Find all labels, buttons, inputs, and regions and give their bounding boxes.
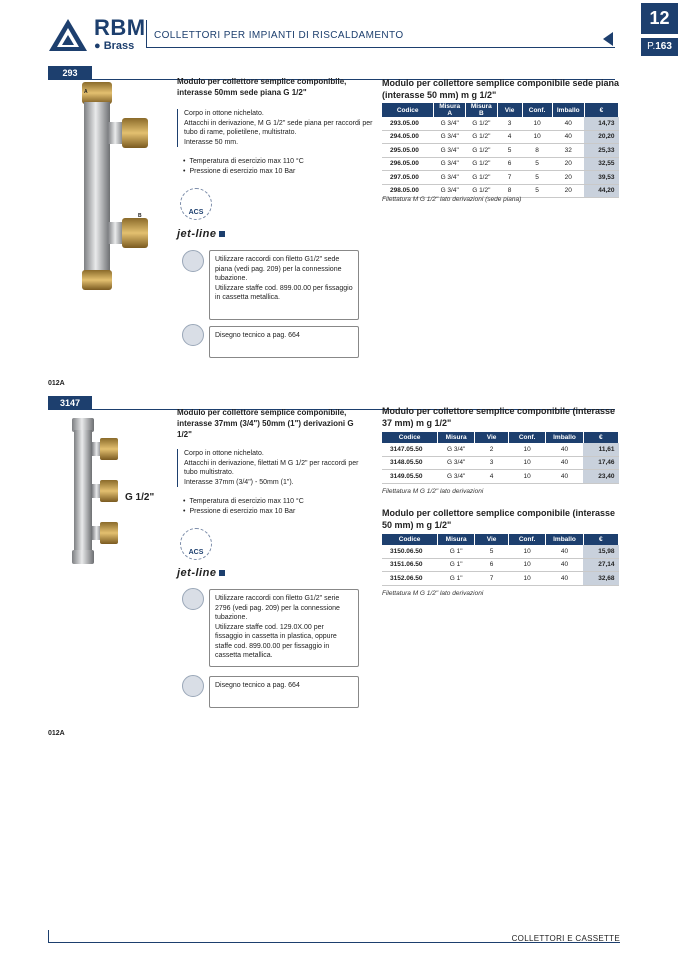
col-conf: Conf.	[522, 103, 552, 117]
table-note: Filettatura M G 1/2" lato derivazioni (sede piana)	[382, 196, 522, 203]
info-tube-icon	[182, 588, 204, 610]
col-conf: Conf.	[509, 432, 546, 443]
section-code: 012A	[48, 730, 65, 737]
col-price: €	[583, 432, 618, 443]
page-title: COLLETTORI PER IMPIANTI DI RISCALDAMENTO	[154, 30, 404, 41]
jetline-logo: jet-line	[177, 228, 225, 240]
usage-note: Utilizzare raccordi con filetto G1/2" sede piana (vedi pag. 209) per la connessione tubazione. Utilizzare staffe cod. 899.00.00 per fissaggio in cassetta metallica.	[209, 250, 359, 320]
col-misura-a: Misura A	[434, 103, 466, 117]
footer-section-title: COLLETTORI E CASSETTE	[511, 934, 620, 943]
price-table-293	[382, 103, 619, 198]
price-table-3150	[382, 534, 619, 586]
product-image-3147	[66, 416, 126, 566]
col-conf: Conf.	[509, 534, 546, 545]
col-price: €	[583, 534, 618, 545]
col-misura-b: Misura B	[466, 103, 498, 117]
col-imballo: Imballo	[546, 534, 583, 545]
table-row: 295.05.00 G 3/4" G 1/2" 5 8 32 25,33	[382, 144, 619, 158]
acs-certification-icon: ACS	[180, 528, 212, 560]
table-row: 298.05.00 G 3/4" G 1/2" 8 5 20 44,20	[382, 184, 619, 198]
table-row: 3152.06.50 G 1" 7 10 40 32,68	[382, 572, 619, 586]
back-arrow-icon[interactable]	[603, 32, 613, 46]
col-codice: Codice	[382, 432, 438, 443]
table-title: Modulo per collettore semplice componibile (interasse 50 mm) m g 1/2"	[382, 508, 616, 530]
jetline-logo: jet-line	[177, 567, 225, 579]
drawing-note: Disegno tecnico a pag. 664	[209, 326, 359, 358]
col-imballo: Imballo	[546, 432, 583, 443]
table-row: 293.05.00 G 3/4" G 1/2" 3 10 40 14,73	[382, 117, 619, 130]
rbm-logo-icon	[48, 18, 88, 52]
technical-drawing-icon	[182, 675, 204, 697]
col-misura: Misura	[438, 432, 475, 443]
drawing-note: Disegno tecnico a pag. 664	[209, 676, 359, 708]
table-row: 3149.05.50 G 3/4" 4 10 40 23,40	[382, 470, 619, 484]
table-row: 3148.05.50 G 3/4" 3 10 40 17,46	[382, 456, 619, 470]
table-row: 297.05.00 G 3/4" G 1/2" 7 5 20 39,53	[382, 171, 619, 185]
table-row: 3147.05.50 G 3/4" 2 10 40 11,61	[382, 443, 619, 456]
table-row: 3150.06.50 G 1" 5 10 40 15,98	[382, 545, 619, 558]
table-title: Modulo per collettore semplice componibile sede piana (interasse 50 mm) m g 1/2"	[382, 78, 620, 100]
image-label-g12: G 1/2"	[125, 492, 155, 503]
section-tag-293: 293	[48, 66, 92, 80]
technical-drawing-icon	[182, 324, 204, 346]
info-tube-icon	[182, 250, 204, 272]
table-note: Filettatura M G 1/2" lato derivazioni	[382, 488, 484, 495]
section-code: 012A	[48, 380, 65, 387]
chapter-number: 12	[641, 3, 678, 34]
sub-brand: ● Brass	[94, 40, 135, 52]
product-description: Corpo in ottone nichelato. Attacchi in derivazione, M G 1/2" sede piana per raccordi per tubo di rame, polietilene, multistrato. Interasse 50 mm.	[177, 109, 374, 147]
col-price: €	[584, 103, 618, 117]
col-codice: Codice	[382, 534, 438, 545]
table-row: 294.05.00 G 3/4" G 1/2" 4 10 40 20,20	[382, 130, 619, 144]
image-label-a: A	[84, 89, 88, 95]
image-label-b: B	[138, 213, 142, 219]
product-specs: • Temperatura di esercizio max 110 °C • Pressione di esercizio max 10 Bar	[183, 157, 373, 176]
usage-note: Utilizzare raccordi con filetto G1/2" serie 2796 (vedi pag. 209) per la connessione tubazione. Utilizzare staffe cod. 129.0X.00 per fissaggio in cassetta in plastica, oppure staffe cod. 899.00.00 per fissaggio in cassetta metallica.	[209, 589, 359, 667]
product-description: Corpo in ottone nichelato. Attacchi in derivazione, filettati M G 1/2" per raccordi per tubo multistrato. Interasse 37mm (3/4") - 50mm (1").	[177, 449, 374, 487]
product-title: Modulo per collettore semplice componibile, interasse 50mm sede piana G 1/2"	[177, 77, 347, 97]
price-table-3147	[382, 432, 619, 484]
col-vie: Vie	[497, 103, 522, 117]
col-misura: Misura	[438, 534, 475, 545]
brand-name: RBM	[94, 15, 146, 40]
table-row: 3151.06.50 G 1" 6 10 40 27,14	[382, 558, 619, 572]
col-imballo: Imballo	[552, 103, 584, 117]
table-note: Filettatura M G 1/2" lato derivazioni	[382, 590, 484, 597]
header-divider	[146, 20, 147, 48]
table-title: Modulo per collettore semplice componibile (interasse 37 mm) m g 1/2"	[382, 406, 616, 428]
col-vie: Vie	[475, 432, 509, 443]
table-row: 296.05.00 G 3/4" G 1/2" 6 5 20 32,55	[382, 157, 619, 171]
page-number: P.163	[641, 38, 678, 56]
product-image-293	[70, 82, 160, 292]
col-vie: Vie	[475, 534, 509, 545]
product-specs: • Temperatura di esercizio max 110 °C • Pressione di esercizio max 10 Bar	[183, 497, 373, 516]
acs-certification-icon: ACS	[180, 188, 212, 220]
col-codice: Codice	[382, 103, 434, 117]
product-title: Modulo per collettore semplice componibile, interasse 37mm (3/4") 50mm (1") derivazioni G 1/2"	[177, 408, 354, 439]
header-rule	[146, 47, 615, 48]
section-tag-3147: 3147	[48, 396, 92, 410]
